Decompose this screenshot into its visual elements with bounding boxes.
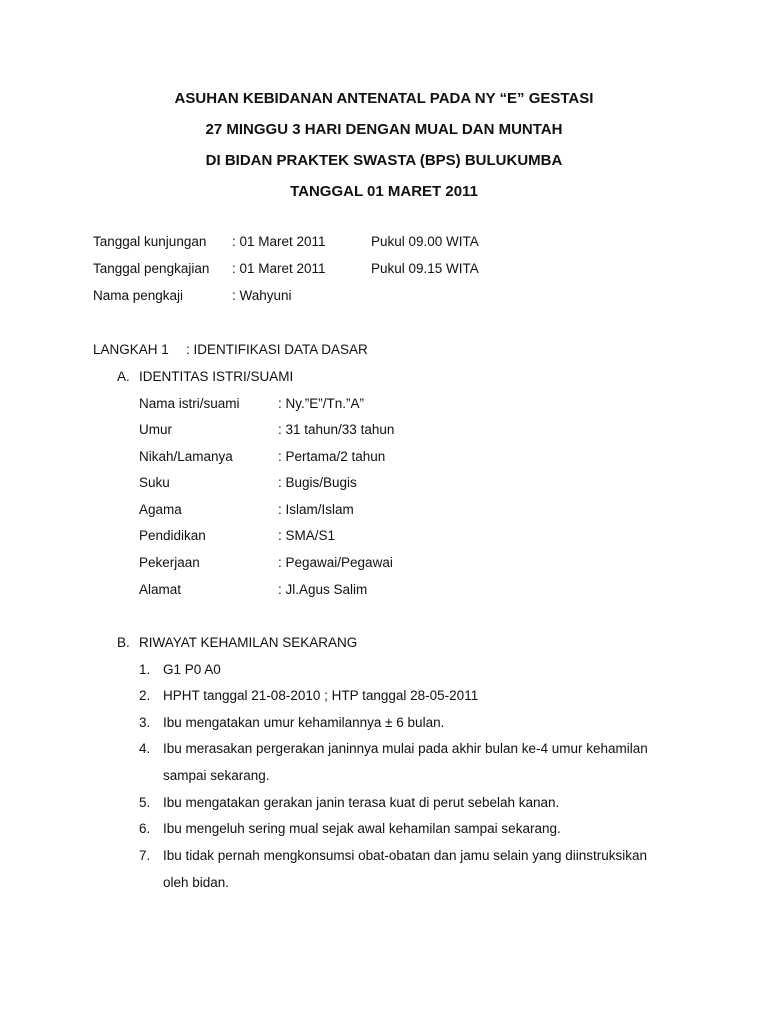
identity-value: : Pertama/2 tahun [278,449,386,464]
list-number: 6. [139,821,151,836]
visit-time: Pukul 09.00 WITA [371,234,479,249]
list-text: Ibu mengatakan gerakan janin terasa kuat di perut sebelah kanan. [163,795,560,810]
list-number: 4. [139,741,151,756]
identity-value: : SMA/S1 [278,528,336,543]
identity-label: Agama [139,502,182,517]
step-value: : IDENTIFIKASI DATA DASAR [186,342,368,357]
list-text: Ibu mengatakan umur kehamilannya ± 6 bulan. [163,715,445,730]
section-b-marker: B. [117,635,130,650]
title-line-1: ASUHAN KEBIDANAN ANTENATAL PADA NY “E” GESTASI [174,90,594,107]
visit-value: : Wahyuni [232,288,292,303]
identity-value: : 31 tahun/33 tahun [278,422,395,437]
identity-label: Umur [139,422,172,437]
identity-label: Pekerjaan [139,555,200,570]
title-line-3: DI BIDAN PRAKTEK SWASTA (BPS) BULUKUMBA [205,152,563,169]
title-line-4: TANGGAL 01 MARET 2011 [290,183,478,200]
section-a-marker: A. [117,369,130,384]
identity-value: : Islam/Islam [278,502,354,517]
list-text: oleh bidan. [163,875,230,890]
list-text: Ibu mengeluh sering mual sejak awal kehamilan sampai sekarang. [163,821,561,836]
list-text: Ibu tidak pernah mengkonsumsi obat-obatan dan jamu selain yang diinstruksikan [163,848,648,863]
title-line-2: 27 MINGGU 3 HARI DENGAN MUAL DAN MUNTAH [205,121,563,138]
visit-label: Nama pengkaji [93,288,184,303]
list-number: 7. [139,848,151,863]
list-number: 2. [139,688,151,703]
identity-value: : Pegawai/Pegawai [278,555,393,570]
identity-value: : Ny.”E”/Tn.”A” [278,396,364,411]
list-number: 1. [139,662,151,677]
list-text: Ibu merasakan pergerakan janinnya mulai pada akhir bulan ke-4 umur kehamilan [163,741,648,756]
step-label: LANGKAH 1 [93,342,169,357]
list-text: sampai sekarang. [163,768,270,783]
visit-label: Tanggal kunjungan [93,234,207,249]
visit-label: Tanggal pengkajian [93,261,210,276]
list-text: G1 P0 A0 [163,662,221,677]
list-number: 5. [139,795,151,810]
identity-label: Alamat [139,582,182,597]
list-text: HPHT tanggal 21-08-2010 ; HTP tanggal 28-05-2011 [163,688,479,703]
section-b-title: RIWAYAT KEHAMILAN SEKARANG [139,635,358,650]
list-number: 3. [139,715,151,730]
visit-time: Pukul 09.15 WITA [371,261,479,276]
identity-label: Nikah/Lamanya [139,449,233,464]
identity-label: Nama istri/suami [139,396,240,411]
visit-value: : 01 Maret 2011 [232,261,326,276]
identity-value: : Jl.Agus Salim [278,582,368,597]
identity-label: Suku [139,475,170,490]
visit-value: : 01 Maret 2011 [232,234,326,249]
identity-label: Pendidikan [139,528,206,543]
identity-value: : Bugis/Bugis [278,475,357,490]
section-a-title: IDENTITAS ISTRI/SUAMI [139,369,294,384]
